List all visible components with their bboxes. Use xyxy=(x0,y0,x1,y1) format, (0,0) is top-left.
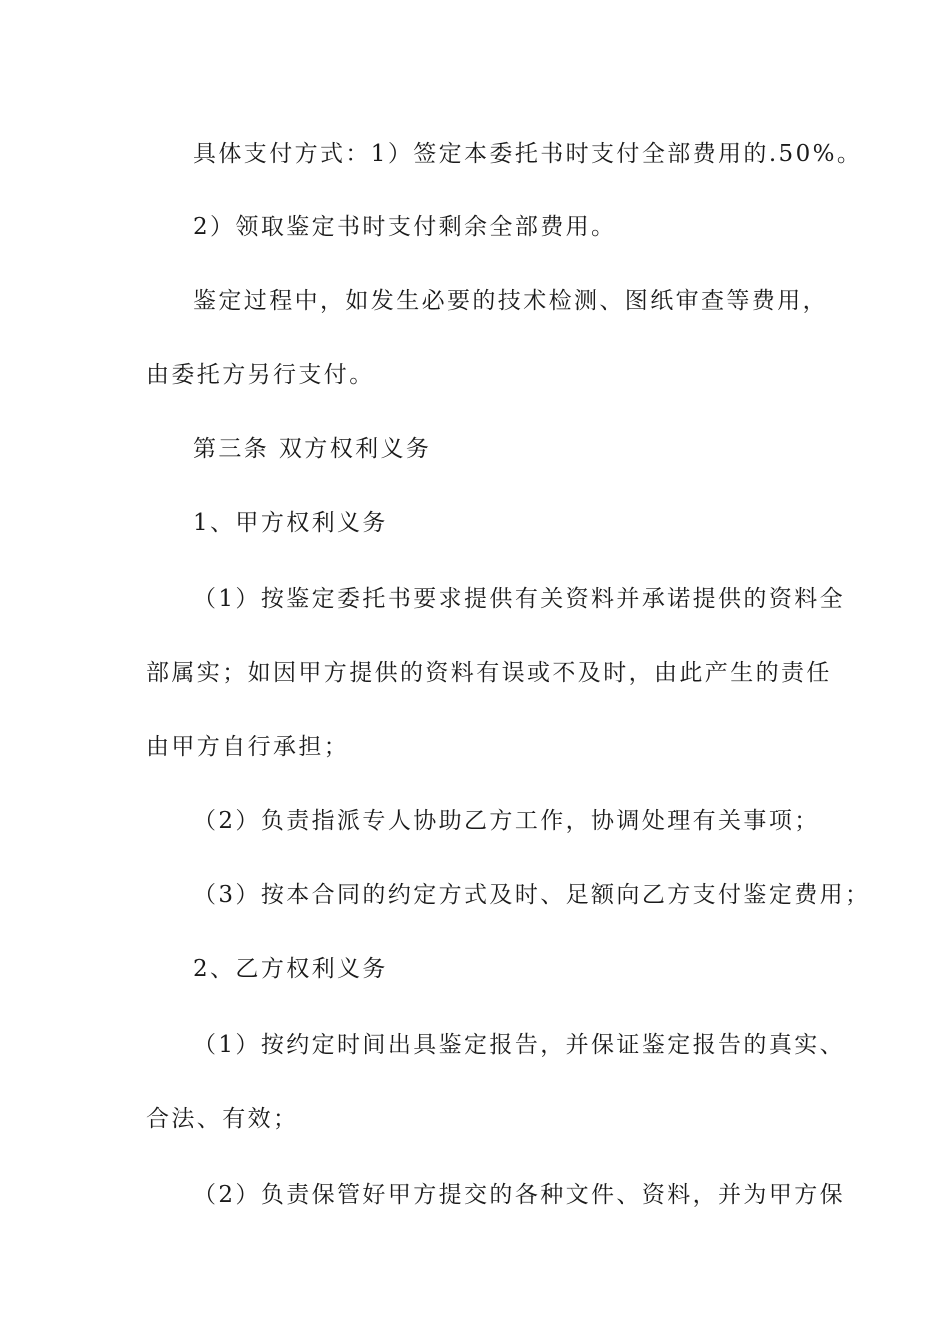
party-a-item-1-line: （1）按鉴定委托书要求提供有关资料并承诺提供的资料全 xyxy=(193,586,846,612)
party-a-heading: 1、甲方权利义务 xyxy=(193,510,388,536)
extra-fees-line: 鉴定过程中，如发生必要的技术检测、图纸审查等费用， xyxy=(193,288,828,314)
party-b-item-1-line: （1）按约定时间出具鉴定报告，并保证鉴定报告的真实、 xyxy=(193,1032,846,1058)
party-a-item-1-continuation-line: 部属实；如因甲方提供的资料有误或不及时，由此产生的责任 xyxy=(146,660,832,686)
party-b-item-2-line: （2）负责保管好甲方提交的各种文件、资料，并为甲方保 xyxy=(193,1182,846,1208)
party-a-item-2-line: （2）负责指派专人协助乙方工作，协调处理有关事项； xyxy=(193,808,820,834)
party-a-item-3-line: （3）按本合同的约定方式及时、足额向乙方支付鉴定费用； xyxy=(193,882,871,908)
party-b-heading: 2、乙方权利义务 xyxy=(193,956,388,982)
party-a-item-1-end-line: 由甲方自行承担； xyxy=(146,734,350,760)
party-b-item-1-continuation-line: 合法、有效； xyxy=(146,1106,299,1132)
article-three-heading: 第三条 双方权利义务 xyxy=(193,436,432,462)
payment-remaining-line: 2）领取鉴定书时支付剩余全部费用。 xyxy=(193,214,617,240)
payment-method-line: 具体支付方式：1）签定本委托书时支付全部费用的.50%。 xyxy=(193,141,863,167)
extra-fees-continuation-line: 由委托方另行支付。 xyxy=(146,362,375,388)
